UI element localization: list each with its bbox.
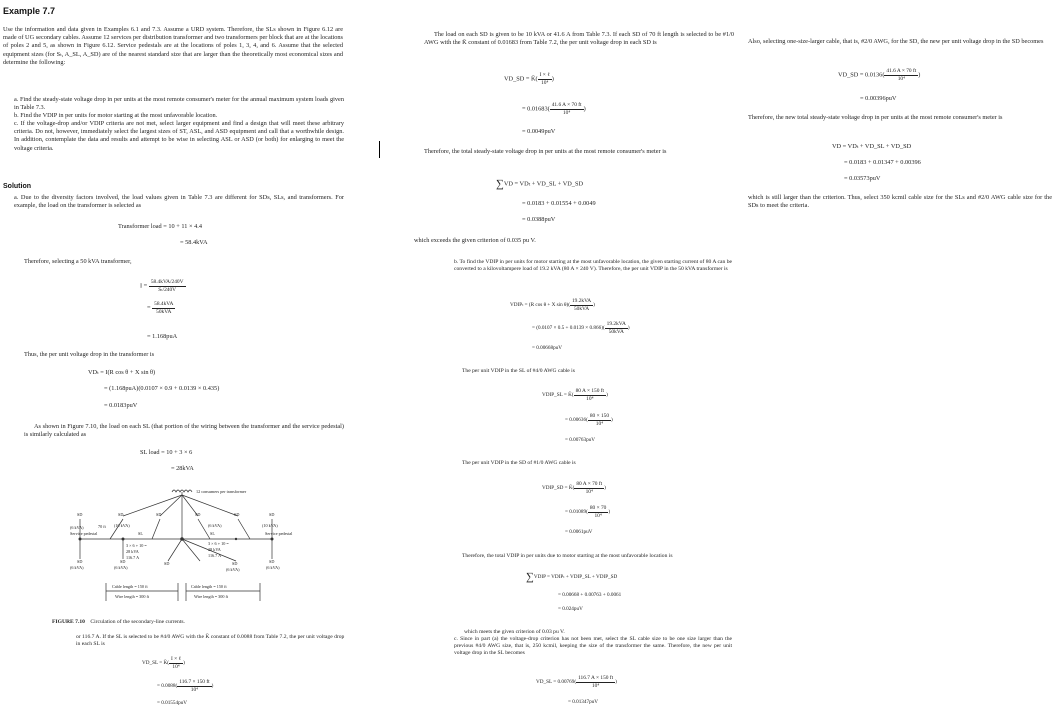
eq-sum: ∑VD = VDₜ + VD_SL + VD_SD	[496, 178, 583, 190]
frac	[576, 675, 615, 689]
fig-6kva-label: (6 kVA)	[70, 525, 84, 530]
fig-calc-label: 28 kVA	[126, 549, 139, 554]
frac	[177, 679, 211, 693]
fig-cable-length-label: Cable length = 150 ft	[191, 584, 227, 589]
fig-calc-label: 28 kVA	[208, 547, 221, 552]
fig-sd-label: SD	[232, 561, 238, 566]
p-part-c: c. Since in part (a) the voltage-drop criterion has not been met, select the SL cable size to be one size larger than the previous #4/0 AWG size, that is, 250 kcmil, keeping the size of the transformer the same. Therefore, the new per unit voltage drop in the SL becomes	[454, 636, 732, 657]
frac-den: 10⁴	[190, 686, 199, 693]
eq-vdipt: VDIPₜ = (R cos θ + X sin θ)( $\frac{\text{19.2kVA}}{\text{50kVA}}$ )	[510, 298, 595, 312]
frac	[550, 102, 584, 116]
frac-num: 80 × 70	[589, 505, 607, 511]
fig-6kva-label: (6 kVA)	[208, 523, 222, 528]
fig-10kva-label: (10 kVA)	[262, 523, 278, 528]
p-total-vd: Therefore, the total steady-state voltage drop in per units at the most remote consumer's meter is	[424, 148, 667, 155]
eq-current	[140, 279, 186, 293]
eq-sum-text: VDIP = VDIPₜ + VDIP_SL + VDIP_SD	[533, 574, 618, 581]
eq-current-2: = $\frac{\text{58.4kVA}}{\text{50kVA}}$	[147, 301, 174, 315]
frac-den: 10⁴	[594, 512, 602, 519]
eq-pre: = 0.0088	[157, 683, 176, 690]
frac-num: 19.2kVA	[606, 321, 626, 327]
frac	[588, 413, 611, 427]
frac-num: 116.7 × 150 ft	[179, 679, 210, 685]
p-still-larger: which is still larger than the criterion. Thus, select 350 kcmil cable size for the SLs and #2/0 AWG cable size for the SDs to meet the criteria.	[748, 194, 1052, 210]
eq-vdslnew-2: = 0.01347puV	[568, 699, 599, 705]
eq-pre: = (0.0107 × 0.5 + 0.0139 × 0.866)	[532, 325, 603, 332]
frac	[570, 298, 593, 312]
p-part-b: b. To find the VDIP in per units for motor starting at the most unfavorable location, the given starting current of 80 A can be converted to a kilovoltampere load of 19.2 kVA (80 A × 240 V). Therefore, the per unit VDIP in the 50 kVA transformer is	[454, 259, 732, 273]
frac-num: 41.6 A × 70 ft	[551, 102, 582, 108]
frac-den: 50kVA	[573, 305, 590, 312]
eq-vdipsl-3: = 0.00763puV	[565, 437, 596, 443]
eq-pre: = 0.01683	[522, 105, 548, 113]
fig-sd-label: SD	[156, 512, 162, 517]
fig-calc-label: 3 × 6 + 10 =	[208, 541, 229, 546]
frac-num: 58.4kVA/240V	[150, 279, 184, 285]
eq-vdsd-new-2: = 0.00396puV	[860, 95, 897, 102]
fig-sd-label: SD	[120, 559, 126, 564]
fig-sd-label: SD	[77, 559, 83, 564]
eq-vdipsl: VDIP_SL = K̄( $\frac{80 A \times 150 ft}{\text{10⁴}}$ )	[542, 388, 608, 402]
fig-wire-length-label: Wire length = 300 ft	[194, 594, 229, 599]
figure-caption	[52, 618, 185, 626]
eq-vd-new-2: = 0.0183 + 0.01347 + 0.00396	[844, 159, 921, 166]
eq-sum-3: = 0.0388puV	[522, 216, 556, 223]
eq-vdipsum-3: = 0.024puV	[558, 606, 583, 612]
p-as-shown: As shown in Figure 7.10, the load on each SL (that portion of the wiring between the transformer and the service pedestal) is similarly calculated as	[24, 423, 344, 439]
eq-vdipt-3: = 0.00668puV	[532, 345, 563, 351]
p-vdip-sd: The per unit VDIP in the SD of #1/0 AWG cable is	[462, 460, 576, 466]
frac-den: 10⁴	[595, 420, 604, 427]
fig-6kva-label: (6 kVA)	[70, 565, 84, 570]
item-c: c. If the voltage-drop and/or VDIP criteria are not met, select larger equipment and find a design that will meet these arbitrary criteria. Do not, however, immediately select the largest sizes of ST, ASL, and ASD equipment and call that a worthwhile design. In addition, contemplate the data and results and attempt to be wise in selecting ASL or ASD (or both) for enlarging to meet the voltage criteria.	[14, 120, 344, 152]
frac-num: I × ℓ	[539, 72, 550, 78]
fig-70ft-label: 70 ft	[98, 524, 106, 529]
frac-num: I × ℓ	[170, 656, 182, 662]
frac-num: 80 A × 70 ft	[576, 481, 603, 487]
eq-vdsd-3: = 0.0049puV	[522, 128, 556, 135]
fig-wire-length-label: Wire length = 300 ft	[115, 594, 150, 599]
eq-vdipsd: VDIP_SD = K̄( $\frac{80 A \times 70 ft}{\text{10⁴}}$ )	[542, 481, 606, 495]
figure-caption-text: Circulation of the secondary-line currents.	[90, 619, 185, 625]
p-also: Also, selecting one-size-larger cable, that is, #2/0 AWG, for the SD, the new per unit voltage drop in the SD becomes	[748, 38, 1044, 45]
frac	[152, 301, 175, 315]
frac	[574, 388, 607, 402]
frac-num: 19.2kVA	[571, 298, 592, 304]
eq-vdt-2: = (1.168puA)(0.0107 × 0.9 + 0.0139 × 0.435)	[104, 385, 220, 392]
text-cursor	[379, 141, 380, 158]
item-a: a. Find the steady-state voltage drop in per units at the most remote consumer's meter for the annual maximum system loads given in Table 7.3.	[14, 96, 344, 112]
intro-paragraph: Use the information and data given in Examples 6.1 and 7.3. Assume a URD system. Therefore, the SLs shown in Figure 6.12 are made of UG secondary cables. Assume 12 services per distribution transformer and two transformers per block that are at the locations of poles 2 and 5, as shown in Figure 6.12. Service pedestals are at the locations of poles 1, 3, 4, and 6. Assume that the selected equipment sizes (for Sₜ, A_SL, A_SD) are of the nearest standard size that are larger than the theoretically most economical sizes and determine the following:	[3, 26, 343, 66]
fig-calc-label: 116.7 A	[208, 553, 222, 558]
eq-current-result: = 1.168puA	[147, 333, 178, 340]
fig-cable-length-label: Cable length = 150 ft	[112, 584, 148, 589]
p-exceeds: which exceeds the given criterion of 0.035 pu V.	[414, 237, 536, 244]
eq-vdipsd-2: = 0.01089( $\frac{80 \times 70}{\text{10⁴}}$ )	[565, 505, 611, 519]
eq-sum-text: VD = VDₜ + VD_SL + VD_SD	[503, 180, 583, 188]
frac-den: 10⁴	[591, 682, 600, 689]
frac	[574, 481, 604, 495]
eq-vd-new: VD = VDₜ + VD_SL + VD_SD	[832, 143, 912, 150]
fig-consumers-label: 12 consumers per transformer	[196, 489, 247, 494]
eq-vdsl: VD_SL = K̄( $\frac{\text{I × ℓ}}{\text{10⁴}}$ )	[142, 656, 185, 670]
fig-sd-label: SD	[77, 512, 83, 517]
frac	[884, 68, 918, 82]
fig-6kva-label: (6 kVA)	[114, 565, 128, 570]
eq-vdsd-new: VD_SD = 0.0136( $\frac{41.6 A \times 70 ft}{\text{10⁴}}$ )	[838, 68, 921, 82]
eq-vdipt-2: = (0.0107 × 0.5 + 0.0139 × 0.866)( $\frac{\text{19.2kVA}}{\text{50kVA}}$ )	[532, 321, 630, 335]
frac-den: 10⁴	[586, 395, 594, 402]
frac-num: 80 A × 150 ft	[575, 388, 605, 394]
fig-6kva-label: (6 kVA)	[266, 565, 280, 570]
fig-10kva-label: (10 kVA)	[114, 523, 130, 528]
fig-service-pedestal-label: Service pedestal	[265, 531, 293, 536]
p-thus: Thus, the per unit voltage drop in the transformer is	[24, 351, 155, 358]
frac-num: 80 × 150	[589, 413, 610, 419]
fig-service-pedestal-label: Service pedestal	[70, 531, 98, 536]
fig-sd-label: SD	[269, 559, 275, 564]
eq-vdslnew: VD_SL = 0.00769( $\frac{116.7 A \times 150 ft}{\text{10⁴}}$ )	[536, 675, 617, 689]
eq-lhs: VD_SL = 0.00769	[536, 679, 575, 686]
figure-caption-label: FIGURE 7.10	[52, 619, 85, 625]
eq-vdt-1: VDₜ = I(R cos θ + X sin θ)	[88, 369, 156, 376]
frac-den: 10⁴	[562, 109, 571, 116]
eq-vd-new-3: = 0.03573puV	[844, 175, 881, 182]
fig-sl-label: SL	[138, 531, 143, 536]
eq-current-lhs: I =	[140, 282, 148, 290]
frac-num: 41.6 A × 70 ft	[886, 68, 917, 74]
eq-pre: = 0.01089	[565, 509, 587, 516]
frac	[605, 321, 628, 335]
fig-calc-label: 116.7 A	[126, 555, 140, 560]
eq-vdsl-3: = 0.01554puV	[157, 700, 188, 706]
example-title: Example 7.7	[3, 6, 56, 16]
eq-vdt-3: = 0.0183puV	[104, 402, 138, 409]
p-sd-load: The load on each SD is given to be 10 kVA or 41.6 A from Table 7.3. If each SD of 70 ft length is selected to be #1/0 AWG with the K̄ constant of 0.01683 from Table 7.2, the per unit voltage drop in each SD is	[424, 31, 734, 47]
frac-num: 58.4kVA	[154, 301, 174, 307]
eq-transformer-load: Transformer load = 10 + 11 × 4.4	[118, 223, 202, 230]
fig-sd-label: SD	[118, 512, 124, 517]
eq-vdipsum: ∑VDIP = VDIPₜ + VDIP_SL + VDIP_SD	[526, 571, 618, 583]
fig-sd-label: SD	[195, 512, 201, 517]
p-or-116: or 116.7 A. If the SL is selected to be #4/0 AWG with the K̄ constant of 0.0088 from Table 7.2, the per unit voltage drop in each SL is	[76, 634, 345, 648]
frac-den: 50kVA	[156, 308, 172, 315]
p-vdip-sl: The per unit VDIP in the SL of #4/0 AWG cable is	[462, 368, 575, 374]
solution-a: a. Due to the diversity factors involved, the load values given in Table 7.3 are different for SDs, SLs, and transformers. For example, the load on the transformer is selected as	[14, 194, 344, 210]
fig-sd-label: SD	[269, 512, 275, 517]
frac	[149, 279, 186, 293]
frac-den: Sₜ/240V	[158, 286, 177, 293]
eq-sl-load-result: = 28kVA	[171, 465, 194, 472]
solution-heading: Solution	[3, 183, 31, 190]
eq-lhs: VDIP_SD = K̄	[542, 485, 573, 492]
eq-vdsl-2: = 0.0088( $\frac{116.7 \times 150 ft}{\text{10⁴}}$ )	[157, 679, 214, 693]
eq-lhs: VD_SD = 0.0136	[838, 71, 883, 79]
frac-num: 116.7 A × 150 ft	[578, 675, 614, 681]
eq-lhs: VDIP_SL = K̄	[542, 392, 572, 399]
frac	[169, 656, 183, 670]
p-select-transformer: Therefore, selecting a 50 kVA transformer,	[24, 258, 132, 265]
p-total-vdip: Therefore, the total VDIP in per units due to motor starting at the most unfavorable location is	[462, 553, 673, 559]
p-new-total: Therefore, the new total steady-state voltage drop in per units at the most remote consumer's meter is	[748, 114, 1003, 121]
eq-transformer-load-result: = 58.4kVA	[180, 239, 208, 246]
eq-sum-2: = 0.0183 + 0.01554 + 0.0049	[522, 200, 596, 207]
fig-sd-label: SD	[234, 512, 240, 517]
fig-sd-label: SD	[164, 561, 170, 566]
eq-vdipsum-2: = 0.00668 + 0.00763 + 0.0061	[558, 592, 622, 598]
frac-den: 10⁴	[541, 79, 549, 86]
frac-den: 50kVA	[608, 328, 624, 335]
eq-vdipsl-2: = 0.00636( $\frac{80 \times 150}{\text{10⁴}}$ )	[565, 413, 613, 427]
fig-calc-label: 3 × 6 + 10 =	[126, 543, 147, 548]
eq-lhs: VD_SD = K̄	[504, 75, 536, 83]
item-b: b. Find the VDIP in per units for motor starting at the most unfavorable location.	[14, 112, 218, 119]
frac	[588, 505, 609, 519]
eq-pre: = 0.00636	[565, 417, 587, 424]
eq-sl-load: SL load = 10 + 3 × 6	[140, 449, 193, 456]
fig-sl-label: SL	[210, 531, 215, 536]
eq-lhs: VD_SL = K̄	[142, 660, 168, 667]
frac-den: 10⁴	[897, 75, 905, 82]
frac-den: 10⁴	[172, 663, 180, 670]
p-meets: which meets the given criterion of 0.03 pu V.	[464, 629, 565, 635]
frac-den: 10⁴	[585, 488, 593, 495]
fig-6kva-label: (6 kVA)	[226, 567, 240, 572]
eq-vdipsd-3: = 0.0061puV	[565, 529, 593, 535]
figure-secondary-circuit	[60, 483, 300, 615]
eq-lhs: VDIPₜ = (R cos θ + X sin θ)	[510, 302, 569, 309]
frac	[538, 72, 552, 86]
eq-vdsd: VD_SD = K̄( $\frac{\text{I × ℓ}}{\text{10⁴}}$ )	[504, 72, 554, 86]
eq-vdsd-2: = 0.01683( $\frac{41.6 A \times 70 ft}{\text{10⁴}}$ )	[522, 102, 586, 116]
